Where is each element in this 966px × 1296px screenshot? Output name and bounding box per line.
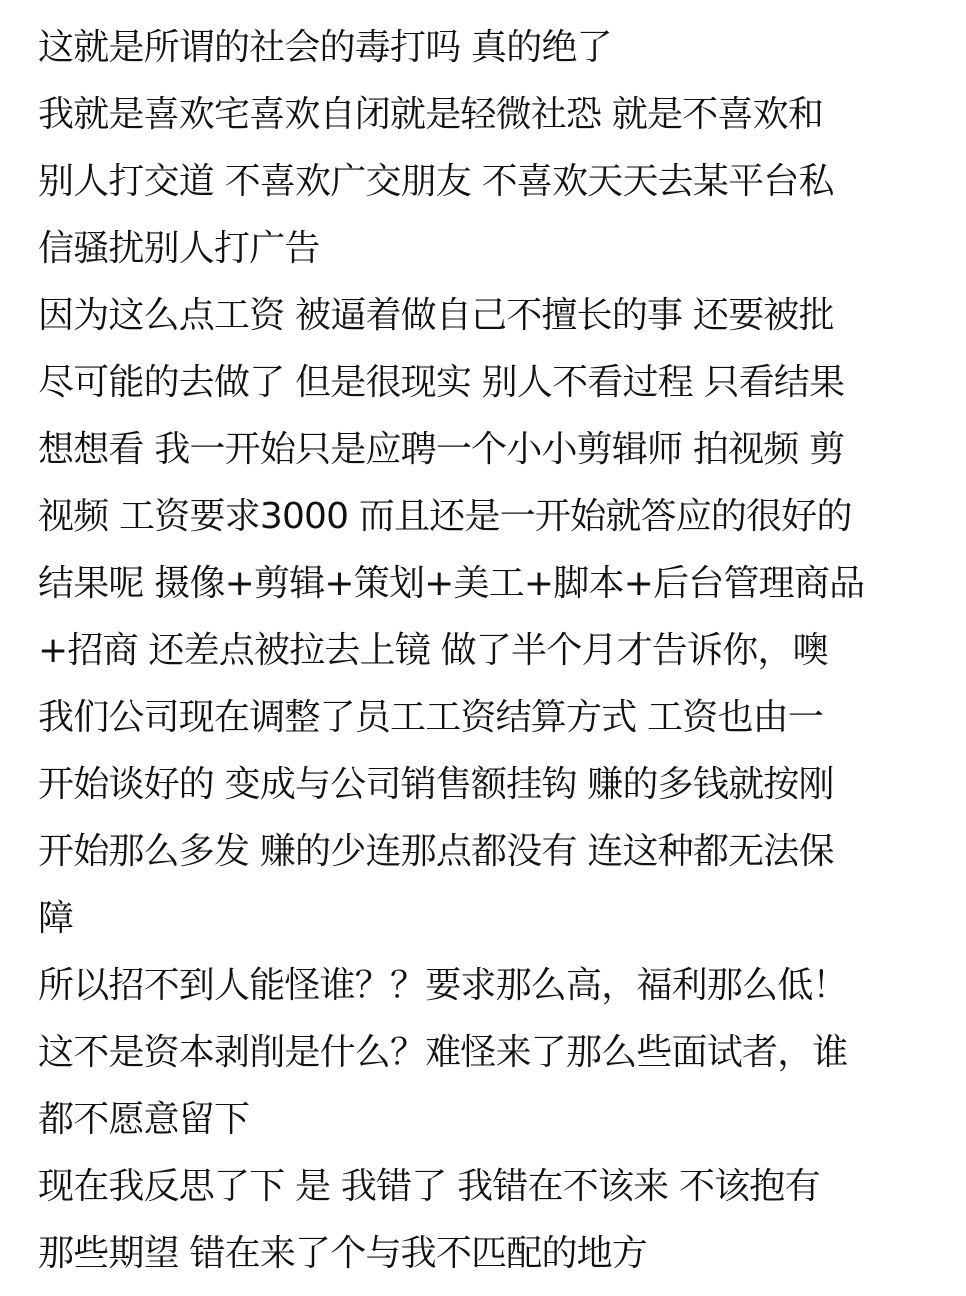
text-line: 视频 工资要求3000 而且还是一开始就答应的很好的 (38, 496, 852, 537)
text-line: 别人打交道 不喜欢广交朋友 不喜欢天天去某平台私 (38, 161, 834, 202)
text-line: 想想看 我一开始只是应聘一个小小剪辑师 拍视频 剪 (38, 429, 845, 470)
text-line: 障 (38, 898, 74, 939)
text-line: 都不愿意留下 (38, 1099, 250, 1140)
text-line: 我们公司现在调整了员工工资结算方式 工资也由一 (38, 697, 824, 738)
text-line: 结果呢 摄像+剪辑+策划+美工+脚本+后台管理商品 (38, 563, 865, 604)
text-line: +招商 还差点被拉去上镜 做了半个月才告诉你，噢 (38, 630, 828, 671)
text-line: 现在我反思了下 是 我错了 我错在不该来 不该抱有 (38, 1166, 820, 1207)
text-line: 所以招不到人能怪谁？？要求那么高，福利那么低！ (38, 965, 848, 1006)
post-text (38, 14, 938, 1287)
text-line: 我就是喜欢宅喜欢自闭就是轻微社恐 就是不喜欢和 (38, 94, 824, 135)
text-line: 那些期望 错在来了个与我不匹配的地方 (38, 1233, 648, 1274)
text-line: 尽可能的去做了 但是很现实 别人不看过程 只看结果 (38, 362, 845, 403)
text-line: 信骚扰别人打广告 (38, 228, 320, 269)
text-line: 开始谈好的 变成与公司销售额挂钩 赚的多钱就按刚 (38, 764, 834, 805)
text-line: 这不是资本剥削是什么？难怪来了那么些面试者，谁 (38, 1032, 848, 1073)
text-line: 开始那么多发 赚的少连那点都没有 连这种都无法保 (38, 831, 834, 872)
text-line: 因为这么点工资 被逼着做自己不擅长的事 还要被批 (38, 295, 834, 336)
text-line: 这就是所谓的社会的毒打吗 真的绝了 (38, 27, 612, 68)
